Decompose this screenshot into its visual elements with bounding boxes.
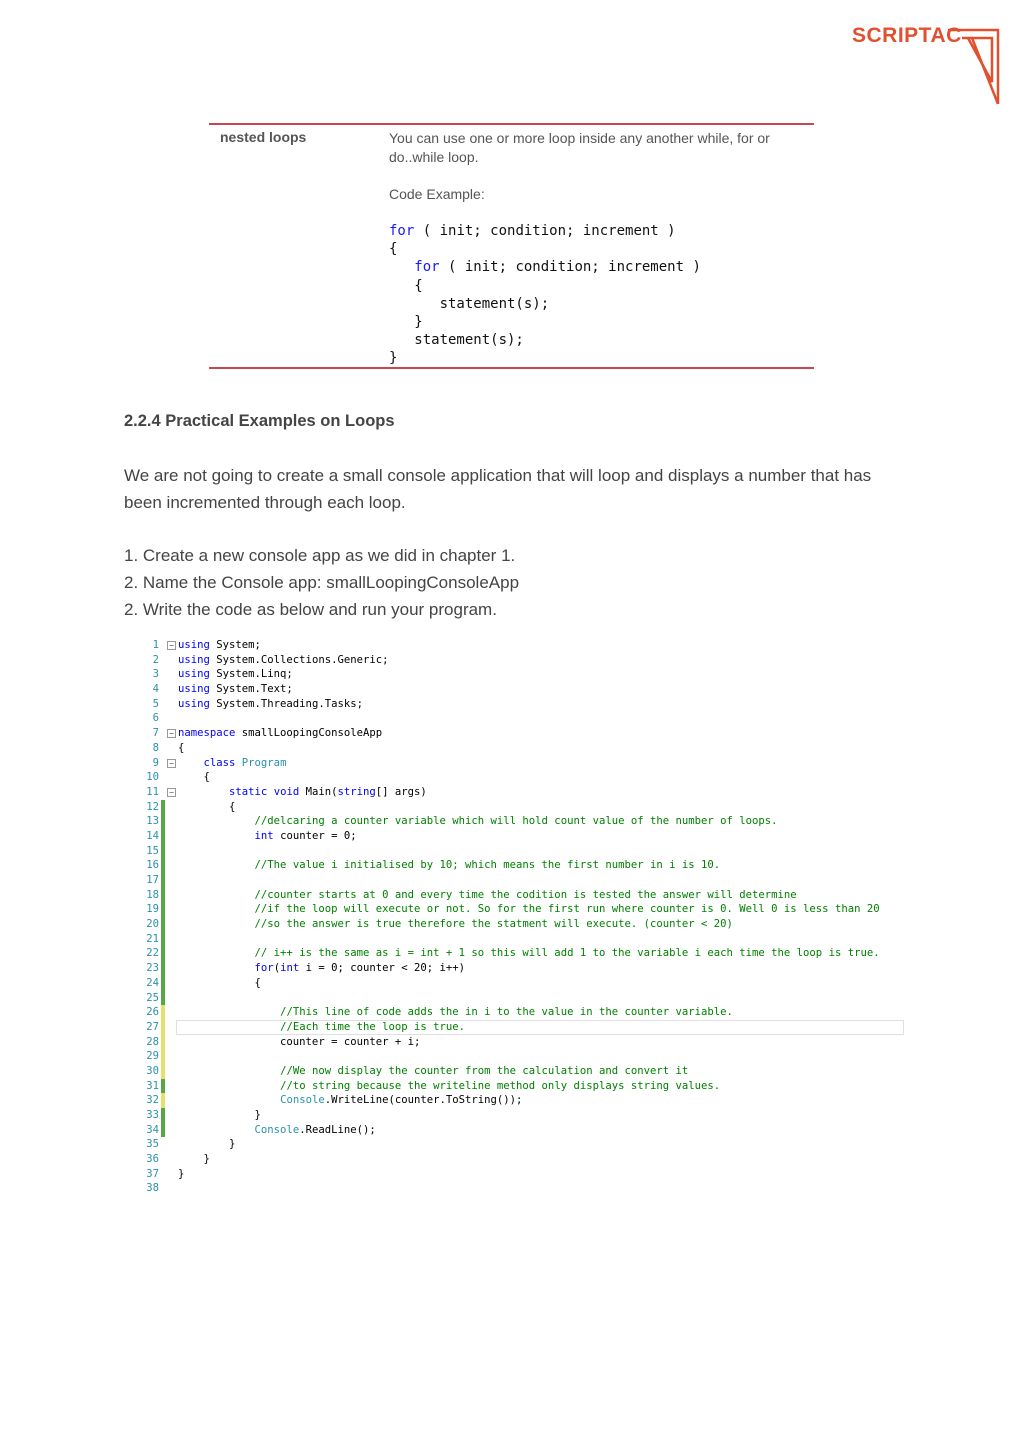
code-text: int counter = 0; [254,829,357,842]
code-line[interactable] [140,902,904,917]
change-marker [161,1093,165,1108]
code-sample-line: { [389,241,398,258]
code-line[interactable] [140,1167,904,1182]
line-number: 22 [146,947,159,960]
line-number: 10 [146,771,159,784]
line-number: 38 [146,1182,159,1195]
code-text: } [178,1138,236,1151]
change-marker [161,888,165,903]
code-line[interactable] [140,991,904,1006]
code-text: using System; [178,639,261,651]
code-line[interactable] [140,961,904,976]
change-marker [161,1123,165,1138]
code-line[interactable] [140,1064,904,1079]
code-line[interactable] [140,1035,904,1050]
code-line[interactable] [140,1049,904,1064]
steps-list [124,542,519,623]
code-text: counter = counter + i; [178,1035,421,1048]
code-line[interactable] [140,653,904,668]
change-marker [161,976,165,991]
line-number: 19 [146,903,159,916]
code-line[interactable] [140,1020,904,1035]
code-text: { [178,800,236,813]
collapse-icon[interactable]: − [167,788,176,797]
line-number: 28 [146,1035,159,1048]
collapse-icon[interactable]: − [167,729,176,738]
code-text: //We now display the counter from the calculation and convert it [280,1064,689,1077]
change-marker [161,961,165,976]
code-line[interactable] [140,682,904,697]
line-number: 27 [146,1020,159,1033]
code-line[interactable] [140,976,904,991]
line-number: 18 [146,888,159,901]
line-number: 13 [146,815,159,828]
change-marker [161,1020,165,1035]
code-sample-line: for ( init; condition; increment ) [389,223,676,239]
code-line[interactable] [140,1152,904,1167]
scriptacc-logo [850,22,1002,108]
code-text: //The value i initialised by 10; which means the first number in i is 10. [254,859,721,872]
line-number: 32 [146,1094,159,1107]
line-number: 5 [152,697,159,710]
code-text: { [178,976,261,989]
line-number: 2 [152,653,159,666]
code-line[interactable] [140,756,904,771]
line-number: 24 [146,976,159,989]
code-sample-line: } [389,350,398,367]
change-marker [161,1049,165,1064]
code-text: //delcaring a counter variable which will hold count value of the number of loops. [254,815,778,828]
code-text: class Program [203,756,287,769]
code-line[interactable] [140,1181,904,1196]
code-line[interactable] [140,946,904,961]
code-text: using System.Collections.Generic; [178,653,389,666]
change-marker [161,844,165,859]
code-text: //This line of code adds the in i to the value in the counter variable. [280,1006,733,1019]
code-text: } [178,1167,185,1180]
line-number: 35 [146,1138,159,1151]
line-number: 14 [146,829,159,842]
line-number: 8 [152,741,159,754]
code-sample-line: for ( init; condition; increment ) [414,259,701,276]
change-marker [161,829,165,844]
code-text: { [178,771,210,784]
line-number: 1 [152,639,159,651]
code-line[interactable] [140,829,904,844]
change-marker [161,873,165,888]
code-line[interactable] [140,1093,904,1108]
code-editor [140,638,904,1196]
change-marker [161,902,165,917]
line-number: 31 [146,1079,159,1092]
line-number: 4 [152,683,159,696]
collapse-icon[interactable]: − [167,759,176,768]
code-line[interactable] [140,1123,904,1138]
code-text: using System.Text; [178,683,293,696]
code-line[interactable] [140,814,904,829]
code-line[interactable] [140,667,904,682]
code-line[interactable] [140,932,904,947]
definition-cell [389,129,799,368]
table-row [209,125,814,365]
code-text: using System.Threading.Tasks; [178,697,363,710]
change-marker [161,1079,165,1094]
code-sample-line: statement(s); [389,332,524,349]
code-line[interactable] [140,1005,904,1020]
code-line[interactable] [140,726,904,741]
code-line[interactable] [140,638,904,653]
code-text: //Each time the loop is true. [280,1020,466,1033]
change-marker [161,946,165,961]
code-line[interactable] [140,1108,904,1123]
code-sample [389,222,799,368]
code-sample-line: } [389,314,423,331]
code-sample-line: { [389,277,423,294]
code-line[interactable] [140,888,904,903]
code-text: { [178,741,185,754]
change-marker [161,991,165,1006]
line-number: 25 [146,991,159,1004]
definition-text: You can use one or more loop inside any another while, for or do..while loop. [389,130,770,165]
code-text: for(int i = 0; counter < 20; i++) [254,962,466,975]
code-line[interactable] [140,785,904,800]
collapse-icon[interactable]: − [167,641,176,650]
code-line[interactable] [140,741,904,756]
step-item: 2. Write the code as below and run your program. [124,600,497,619]
code-line[interactable] [140,1079,904,1094]
definition-table [209,123,814,369]
line-number: 12 [146,800,159,813]
code-text: } [178,1109,261,1121]
change-marker [161,814,165,829]
step-item: 1. Create a new console app as we did in chapter 1. [124,546,516,565]
line-number: 30 [146,1064,159,1077]
line-number: 6 [152,712,159,725]
line-number: 21 [146,932,159,945]
line-number: 29 [146,1050,159,1063]
line-number: 33 [146,1109,159,1121]
code-text: //to string because the writeline method only displays string values. [280,1079,721,1092]
example-label: Code Example: [389,186,485,202]
code-line[interactable] [140,858,904,873]
line-number: 17 [146,874,159,886]
change-marker [161,1005,165,1020]
section-heading: 2.2.4 Practical Examples on Loops [124,412,395,430]
change-marker [161,1108,165,1123]
line-number: 20 [146,918,159,931]
code-line[interactable] [140,711,904,726]
code-text: Console.ReadLine(); [254,1123,376,1136]
code-line[interactable] [140,770,904,785]
code-text: Console.WriteLine(counter.ToString()); [280,1094,523,1107]
line-number: 26 [146,1006,159,1019]
code-text: namespace smallLoopingConsoleApp [178,727,383,740]
line-number: 16 [146,859,159,872]
code-text: static void Main(string[] args) [229,785,427,798]
line-number: 34 [146,1123,159,1136]
code-text: // i++ is the same as i = int + 1 so this will add 1 to the variable i each time the loop is true. [254,947,880,960]
intro-paragraph: We are not going to create a small console application that will loop and displays a number that has been incremented through each loop. [124,466,872,512]
code-text: using System.Linq; [178,668,293,681]
line-number: 11 [146,785,159,798]
code-text: } [178,1153,210,1166]
line-number: 23 [146,962,159,975]
term-cell: nested loops [220,129,307,145]
logo-text: SCRIPTAC [852,24,962,47]
line-number: 15 [146,844,159,857]
code-text: //so the answer is true therefore the statment will execute. (counter < 20) [254,918,733,931]
line-number: 36 [146,1153,159,1166]
code-sample-line: statement(s); [389,295,550,312]
code-line[interactable] [140,844,904,859]
code-line[interactable] [140,697,904,712]
line-number: 9 [152,756,159,769]
code-text: //counter starts at 0 and every time the codition is tested the answer will determine [254,888,797,901]
change-marker [161,932,165,947]
code-line[interactable] [140,800,904,815]
line-number: 7 [152,727,159,740]
code-text: //if the loop will execute or not. So for the first run where counter is 0. Well 0 is less than 20 [254,903,880,916]
change-marker [161,1035,165,1050]
code-line[interactable] [140,873,904,888]
line-number: 37 [146,1167,159,1180]
change-marker [161,917,165,932]
step-item: 2. Name the Console app: smallLoopingConsoleApp [124,573,520,592]
change-marker [161,858,165,873]
code-line[interactable] [140,1137,904,1152]
change-marker [161,1064,165,1079]
code-line[interactable] [140,917,904,932]
change-marker [161,800,165,815]
line-number: 3 [152,668,159,681]
